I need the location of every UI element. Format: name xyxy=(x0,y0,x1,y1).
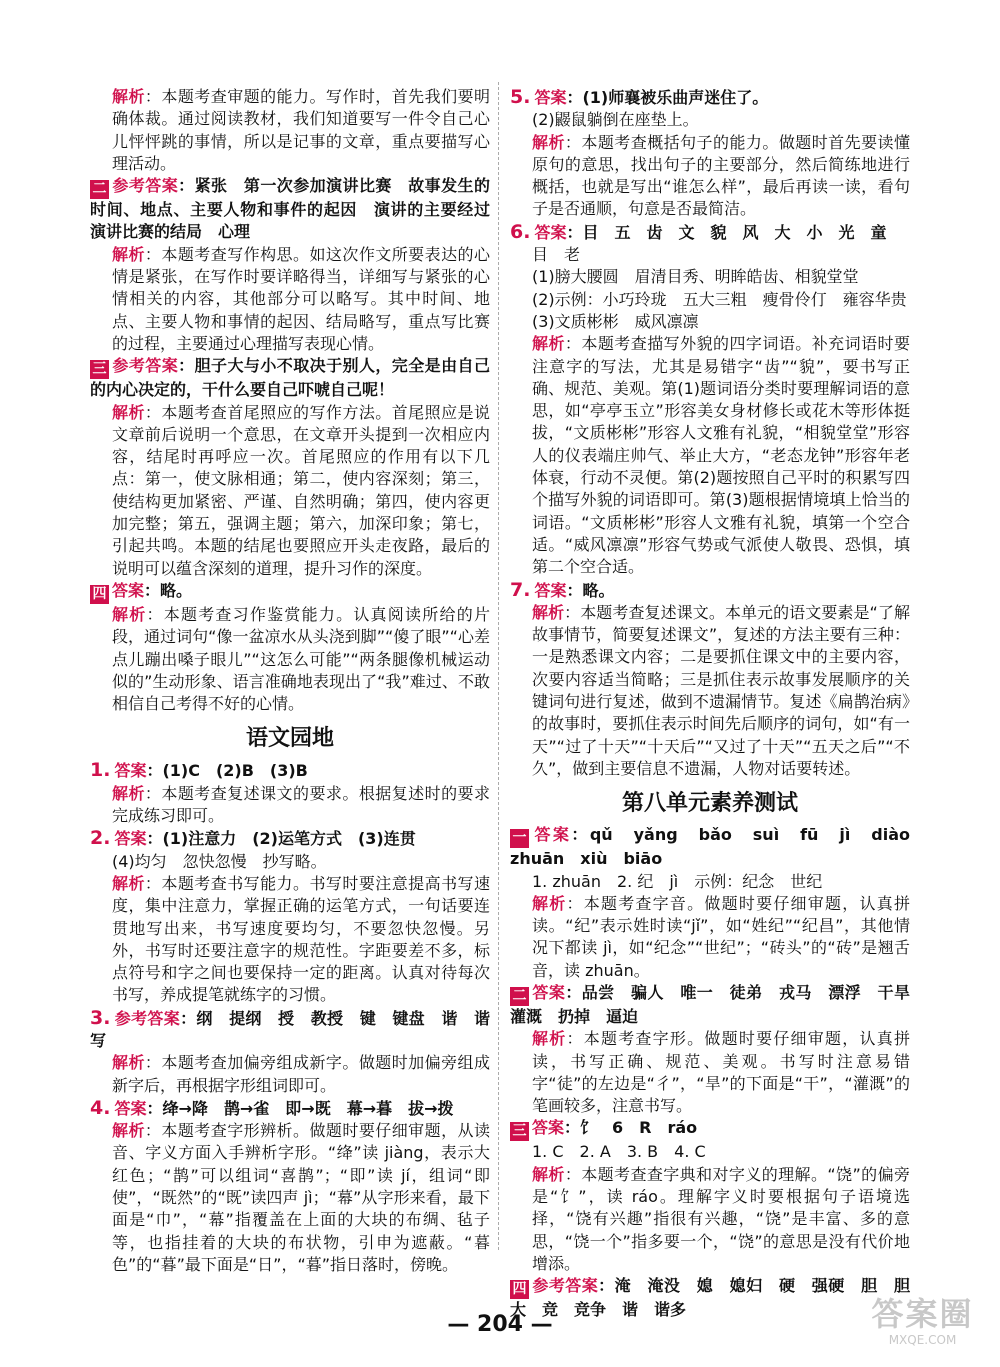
answer-paragraph xyxy=(510,221,910,244)
answer-label: 答案 xyxy=(114,761,147,781)
analysis-paragraph xyxy=(510,333,910,578)
paragraph-text: ：略。 xyxy=(144,580,193,600)
analysis-label: 解析 xyxy=(112,1121,145,1141)
answer-paragraph xyxy=(90,580,490,604)
answer-line: 目 老 xyxy=(532,245,581,265)
paragraph-text: ：淹 淹没 媳 媳妇 硬 强硬 胆 胆大 竞 竞争 谐 谐多 xyxy=(510,1276,910,1320)
paragraph-text: ：本题考查加偏旁组成新字。做题时加偏旁组成新字后，再根据字形组词即可。 xyxy=(112,1053,490,1095)
paragraph-text: ：本题考查概括句子的能力。做题时首先要读懂原句的意思，找出句子的主要部分，然后简练地进行概括，也就是写出“谁怎么样”，最后再读一读，看句子是否通顺，句意是否最简洁。 xyxy=(532,132,910,219)
question-number: 3. xyxy=(90,1006,111,1029)
analysis-label: 解析 xyxy=(112,873,145,893)
paragraph-text: ：饣 6 R ráo xyxy=(564,1118,698,1138)
answer-paragraph xyxy=(90,355,490,401)
analysis-label: 解析 xyxy=(112,402,145,422)
question-marker: 三 xyxy=(90,360,109,379)
column-divider xyxy=(498,82,499,1250)
answer-paragraph xyxy=(90,175,507,244)
paragraph-text: ：胆子大与小不取决于别人，完全是由自己的内心决定的，干什么要自己吓唬自己呢！ xyxy=(90,356,490,400)
question-number: 2. xyxy=(90,827,111,850)
answer-label: 答案 xyxy=(114,829,147,849)
answer-line: (2)示例：小巧玲珑 五大三粗 瘦骨伶仃 雍容华贵 xyxy=(532,289,907,309)
question-marker: 四 xyxy=(90,585,109,604)
answer-label: 答案 xyxy=(532,982,566,1002)
answer-paragraph xyxy=(90,1007,490,1053)
question-number: 5. xyxy=(510,86,531,108)
answer-paragraph xyxy=(90,1097,490,1120)
paragraph-text: ：本题考查审题的能力。写作时，首先我们要明确体裁。通过阅读教材，我们知道要写一件令自己心儿怦怦跳的事情，所以是记事的文章，重点要描写心理活动。 xyxy=(112,87,490,173)
answer-label: 参考答案 xyxy=(112,356,179,376)
question-number: 7. xyxy=(510,578,531,601)
analysis-label: 解析 xyxy=(532,132,565,152)
paragraph-text: ：绛→降 鹊→雀 即→既 幕→暮 拔→拨 xyxy=(146,1098,454,1118)
analysis-label: 解析 xyxy=(112,604,147,624)
paragraph-text: ：本题考查字音。做题时要仔细审题，认真拼读。“纪”表示姓时读“jǐ”，如“姓纪”“纪昌”，其他情况下都读 jì，如“纪念”“世纪”；“砖头”的“砖”是翘舌音，读 zhuān。 xyxy=(532,893,910,980)
analysis-paragraph xyxy=(510,602,910,780)
paragraph-text: ：品尝 骗人 唯一 徒弟 戎马 漂浮 干旱 灌溉 扔掉 逼迫 xyxy=(510,982,926,1026)
paragraph-text: ：(1)师襄被乐曲声迷住了。 xyxy=(566,88,769,107)
paragraph-text: ：略。 xyxy=(566,580,615,600)
question-marker: 一 xyxy=(510,829,529,848)
question-marker: 二 xyxy=(510,987,529,1006)
answer-paragraph xyxy=(510,1117,910,1141)
answer-label: 答案 xyxy=(532,825,572,845)
analysis-label: 解析 xyxy=(532,1029,567,1049)
answer-paragraph xyxy=(90,827,490,850)
answer-paragraph xyxy=(510,982,926,1028)
analysis-paragraph xyxy=(90,1120,490,1276)
question-marker: 三 xyxy=(510,1122,529,1141)
paragraph-text: ：目 五 齿 文 貌 风 大 小 光 童 xyxy=(566,222,887,242)
question-number: 1. xyxy=(90,759,111,782)
watermark-url: MXQE.COM xyxy=(888,1333,957,1347)
answer-line: (3)文质彬彬 威风凛凛 xyxy=(532,311,699,331)
paragraph-text: ：紧张 第一次参加演讲比赛 故事发生的时间、地点、主要人物和事件的起因 演讲的主要经过 演讲比赛的结局 心理 xyxy=(90,176,507,242)
answer-label: 答案 xyxy=(534,222,567,242)
watermark-text: 答案圈 xyxy=(871,1295,974,1333)
answer-label: 答案 xyxy=(534,580,567,600)
answer-label: 参考答案 xyxy=(112,176,179,196)
right-column xyxy=(510,86,927,1322)
analysis-label: 解析 xyxy=(532,602,565,622)
analysis-paragraph xyxy=(90,783,490,828)
answer-line: (1)膀大腰圆 眉清目秀、明眸皓齿、相貌堂堂 xyxy=(532,267,859,287)
answer-paragraph xyxy=(90,759,490,782)
analysis-paragraph xyxy=(510,1164,910,1275)
answer-paragraph xyxy=(510,824,927,870)
section-title: 语文园地 xyxy=(245,725,334,752)
answer-label: 参考答案 xyxy=(532,1276,599,1296)
answer-paragraph xyxy=(510,86,910,109)
answer-paragraph xyxy=(510,579,910,602)
paragraph-text: ：纲 提纲 授 教授 键 键盘 谐 谐写 xyxy=(90,1008,490,1050)
paragraph-text: ：本题考查首尾照应的写作方法。首尾照应是说文章前后说明一个意思，在文章开头提到一次相应内容，结尾时再呼应一次。首尾照应的作用有以下几点：第一，使文脉相通；第二，使内容深刻；第三，使结构更加紧密、严谨、自然明确；第四，使内容更加完整；第五，强调主题；第六，加深印象；第七，引起共鸣。本题的结尾也要照应开头走夜路，最后的说明可以蕴含深刻的道理，提升习作的深度。 xyxy=(112,402,490,578)
analysis-label: 解析 xyxy=(532,893,567,913)
paragraph-text: ：本题考查字形。做题时要仔细审题，认真拼读，书写正确、规范、美观。书写时注意易错字“徒”的左边是“彳”，“旱”的下面是“干”，“灌溉”的笔画较多，注意书写。 xyxy=(532,1029,910,1116)
analysis-label: 解析 xyxy=(532,1164,565,1184)
paragraph-text: ：(1)C (2)B (3)B xyxy=(146,761,308,781)
watermark-logo xyxy=(860,1295,985,1357)
paragraph-text: ：本题考查复述课文的要求。根据复述时的要求完成练习即可。 xyxy=(112,783,490,826)
analysis-paragraph xyxy=(90,402,490,580)
paragraph-text: ：本题考查习作鉴赏能力。认真阅读所给的片段，通过词句“像一盆凉水从头浇到脚”“傻了眼”“心差点儿蹦出嗓子眼儿”“这怎么可能”“两条腿像机械运动似的”生动形象、语言准确地表现出了“我”难过、不敢相信自己考得不好的心情。 xyxy=(112,604,490,714)
question-number: 6. xyxy=(510,220,531,243)
section-title: 第八单元素养测试 xyxy=(621,790,798,817)
answer-label: 答案 xyxy=(534,88,567,107)
analysis-label: 解析 xyxy=(532,334,565,354)
answer-line: (4)均匀 忽快忽慢 抄写略。 xyxy=(112,851,327,871)
answer-line: 1. C 2. A 3. B 4. C xyxy=(532,1142,706,1162)
paragraph-text: ：本题考查写作构思。如这次作文所要表达的心情是紧张，在写作时要详略得当，详细写与紧张的心情相关的内容，其他部分可以略写。其中时间、地点、主要人物和事情的起因、结局略写，重点写比赛的过程，主要通过心理描写表现心情。 xyxy=(112,244,490,353)
answer-label: 答案 xyxy=(532,1118,565,1138)
question-marker: 四 xyxy=(510,1280,529,1299)
paragraph-text: ：本题考查描写外貌的四字词语。补充词语时要注意字的写法，尤其是易错字“齿”“貌”，要书写正确、规范、美观。第(1)题词语分类时要理解词语的意思，如“亭亭玉立”形容美女身材修长或花木等形体挺拔，“文质彬彬”形容人文雅有礼貌，“相貌堂堂”形容人的仪表端庄帅气、举止大方，“老态龙钟”形容年老体衰，行动不灵便。第(2)题按照自己平时的积累写四个描写外貌的词语即可。第(3)题根据情境填上恰当的词语。“文质彬彬”形容人文雅有礼貌，填第一个空合适。“威风凛凛”形容气势或气派使人敬畏、恐惧，填第二个空合适。 xyxy=(532,334,910,577)
left-column xyxy=(90,86,507,1276)
question-marker: 二 xyxy=(90,180,109,199)
analysis-label: 解析 xyxy=(112,783,145,803)
analysis-label: 解析 xyxy=(112,244,145,264)
answer-line: (2)鼹鼠躺倒在座垫上。 xyxy=(532,110,699,130)
analysis-paragraph xyxy=(510,132,910,221)
paragraph-text: ：本题考查复述课文。本单元的语文要素是“了解故事情节，简要复述课文”，复述的方法主要有三种：一是熟悉课文内容；二是要抓住课文中的主要内容，次要内容适当简略；三是抓住表示故事发展顺序的关键词句进行复述，做到不遗漏情节。复述《扁鹊治病》的故事时，要抓住表示时间先后顺序的词句，如“有一天”“过了十天”“十天后”“又过了十天”“五天之后”“不久”，做到主要信息不遗漏，人物对话要转述。 xyxy=(532,602,910,778)
page-number: — 204 — xyxy=(447,1312,553,1337)
analysis-paragraph xyxy=(90,244,490,355)
question-number: 4. xyxy=(90,1096,111,1119)
analysis-paragraph xyxy=(90,873,490,1007)
paragraph-text: ：本题考查字形辨析。做题时要仔细审题，从读音、字义方面入手辨析字形。“绛”读 jiàng，表示大红色；“鹊”可以组词“喜鹊”；“即”读 jí，组词“即使”，“既然”的“既”读四声 jì；“幕”从字形来看，最下面是“巾”，“幕”指覆盖在上面的大块的布绸、毡子等，也指挂着的大块的布状物，引申为遮蔽。“暮色”的“暮”最下面是“日”，“暮”指日落时，傍晚。 xyxy=(112,1121,490,1274)
answer-label: 参考答案 xyxy=(114,1008,181,1028)
analysis-label: 解析 xyxy=(112,1053,145,1073)
analysis-paragraph xyxy=(510,1028,910,1117)
paragraph-text: ：本题考查书写能力。书写时要注意提高书写速度，集中注意力，掌握正确的运笔方式，一句话要连贯地写出来，书写速度要均匀，不要忽快忽慢。另外，书写时还要注意字的规范性。字距要差不多，标点符号和字之间也要保持一定的距离。认真对待每次书写，养成提笔就练字的习惯。 xyxy=(112,873,490,1005)
analysis-paragraph xyxy=(90,1052,490,1097)
analysis-label: 解析 xyxy=(112,87,145,106)
analysis-paragraph xyxy=(90,86,490,175)
answer-line: 1. zhuān 2. 纪 jì 示例：纪念 世纪 xyxy=(532,871,823,891)
analysis-paragraph xyxy=(510,893,910,982)
answer-label: 答案 xyxy=(112,580,145,600)
paragraph-text: ：本题考查查字典和对字义的理解。“饶”的偏旁是“饣”，读 ráo。理解字义时要根据句子语境选择，“饶有兴趣”指很有兴趣，“饶”是丰富、多的意思，“饶一个”指多要一个，“饶”的意思是没有代价地增添。 xyxy=(532,1164,910,1273)
analysis-paragraph xyxy=(90,604,490,715)
paragraph-text: ：(1)注意力 (2)运笔方式 (3)连贯 xyxy=(146,829,416,849)
answer-label: 答案 xyxy=(114,1098,147,1118)
paragraph-text: ：qǔ yǎng bǎo suì fū jì diào zhuān xiù biāo xyxy=(510,825,927,869)
